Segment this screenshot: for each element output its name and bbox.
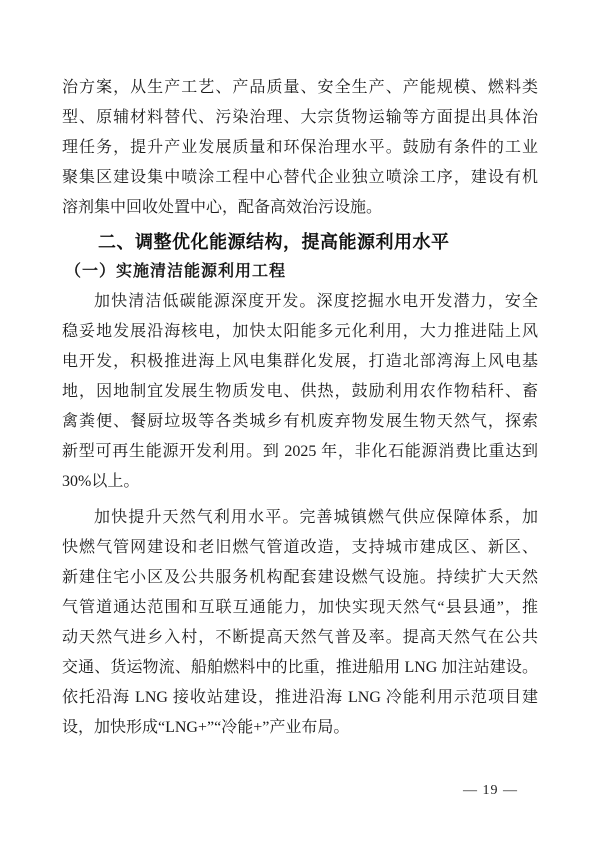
text-line: 新建住宅小区及公共服务机构配套建设燃气设施。持续扩大天然: [62, 569, 538, 586]
paragraph-clean-energy: [62, 287, 538, 497]
text-line: 溶剂集中回收处置中心，配备高效治污设施。: [62, 199, 383, 216]
text-line: 气管道通达范围和互联互通能力，加快实现天然气“县县通”，推: [62, 599, 538, 616]
text-line: 动天然气进乡入村，不断提高天然气普及率。提高天然气在公共: [62, 629, 538, 646]
section-heading: 二、调整优化能源结构，提高能源利用水平: [98, 232, 450, 252]
subsection-heading: （一）实施清洁能源利用工程: [65, 263, 287, 280]
text-line: 交通、货运物流、船舶燃料中的比重，推进船用 LNG 加注站建设。: [62, 659, 538, 676]
text-line: 型、原辅材料替代、污染治理、大宗货物运输等方面提出具体治: [62, 109, 538, 126]
text-line: 禽粪便、餐厨垃圾等各类城乡有机废弃物发展生物天然气，探索: [62, 413, 538, 430]
text-line: 加快提升天然气利用水平。完善城镇燃气供应保障体系，加: [94, 509, 538, 526]
text-line: 设，加快形成“LNG+”“冷能+”产业布局。: [62, 719, 350, 736]
text-line: 依托沿海 LNG 接收站建设，推进沿海 LNG 冷能利用示范项目建: [62, 689, 538, 706]
paragraph-natural-gas: [62, 503, 538, 743]
text-line: 理任务，提升产业发展质量和环保治理水平。鼓励有条件的工业: [62, 139, 538, 156]
text-line: 快燃气管网建设和老旧燃气管道改造，支持城市建成区、新区、: [62, 539, 538, 556]
text-line: 新型可再生能源开发利用。到 2025 年，非化石能源消费比重达到: [62, 443, 538, 460]
text-line: 聚集区建设集中喷涂工程中心替代企业独立喷涂工序，建设有机: [62, 169, 538, 186]
text-line: 治方案，从生产工艺、产品质量、安全生产、产能规模、燃料类: [62, 79, 538, 96]
text-line: 30%以上。: [62, 473, 140, 490]
paragraph-continuation: [62, 73, 538, 223]
page-number: — 19 —: [463, 783, 518, 798]
text-line: 电开发，积极推进海上风电集群化发展，打造北部湾海上风电基: [62, 353, 538, 370]
text-line: 地，因地制宜发展生物质发电、供热，鼓励利用农作物秸秆、畜: [62, 383, 538, 400]
text-line: 稳妥地发展沿海核电，加快太阳能多元化利用，大力推进陆上风: [62, 323, 538, 340]
text-line: 加快清洁低碳能源深度开发。深度挖掘水电开发潜力，安全: [94, 293, 538, 310]
